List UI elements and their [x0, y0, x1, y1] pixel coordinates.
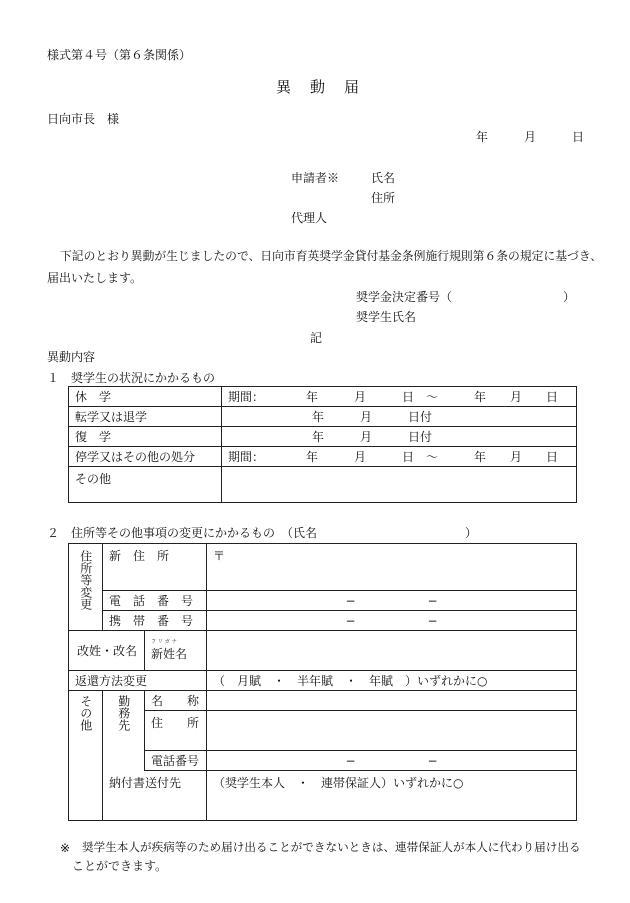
new-address-field	[207, 544, 577, 591]
new-address-label: 新 住 所	[103, 544, 207, 591]
change-content-heading: 異動内容	[47, 350, 96, 364]
table-row	[69, 631, 577, 671]
applicant-label: 申請者※	[291, 171, 340, 185]
student-name-label: 奨学生氏名	[356, 310, 417, 324]
row-value: 期間： 年 月 日 〜 年 月 日	[222, 447, 577, 467]
date-line: 年 月 日	[476, 130, 585, 144]
new-name-label: フリガナ 新姓名	[151, 638, 188, 661]
payment-slip-label: 納付書送付先	[103, 771, 207, 821]
workplace-name-label: 名 称	[145, 691, 207, 711]
row-label: 復 学	[69, 427, 222, 447]
body-text-line2: 届出いたします。	[47, 271, 143, 285]
row-value: 期間： 年 月 日 〜 年 月 日	[222, 387, 577, 407]
table-row	[69, 751, 577, 771]
row-value: 年 月 日付	[222, 407, 577, 427]
repayment-options: （ 月賦 ・ 半年賦 ・ 年賦 ）いずれかに○	[207, 671, 577, 691]
postal-mark: 〒	[213, 549, 226, 563]
workplace-address-field	[207, 711, 577, 751]
row-value	[222, 467, 577, 503]
name-label: 氏名	[371, 171, 396, 185]
section1-heading: １ 奨学生の状況にかかるもの	[47, 371, 216, 385]
table-row	[69, 427, 577, 447]
row-label: 停学又はその他の処分	[69, 447, 222, 467]
table-row	[69, 387, 577, 407]
decision-number-close: ）	[563, 290, 576, 304]
table-row	[69, 771, 577, 821]
workplace-label: 勤務先	[116, 695, 131, 731]
document-title: 異 動 届	[276, 78, 362, 96]
row-label: 休 学	[69, 387, 222, 407]
workplace-address-label: 住 所	[145, 711, 207, 751]
form-number: 様式第４号（第６条関係）	[47, 48, 192, 62]
mobile-label: 携 帯 番 号	[103, 611, 207, 631]
phone-field: − −	[207, 591, 577, 611]
section2-heading-close: ）	[465, 526, 478, 540]
other-label: その他	[78, 695, 93, 731]
address-label: 住所	[371, 191, 396, 205]
row-value: 年 月 日付	[222, 427, 577, 447]
workplace-phone-label: 電話番号	[145, 751, 207, 771]
table-row	[69, 611, 577, 631]
student-status-table	[68, 386, 577, 503]
table-row	[69, 671, 577, 691]
table-row	[69, 544, 577, 591]
row-label: 転学又は退学	[69, 407, 222, 427]
table-row	[69, 447, 577, 467]
table-row	[69, 691, 577, 711]
body-text-line1: 下記のとおり異動が生じましたので、日向市育英奨学金貸付基金条例施行規則第６条の規定に基づき、	[60, 249, 602, 263]
table-row	[69, 591, 577, 611]
repayment-change-label: 返還方法変更	[69, 671, 207, 691]
workplace-name-field	[207, 691, 577, 711]
table-row	[69, 467, 577, 503]
payment-slip-options: （奨学生本人 ・ 連帯保証人）いずれかに○	[207, 771, 577, 821]
table-row	[69, 407, 577, 427]
change-details-table	[68, 543, 577, 821]
workplace-phone-field: − −	[207, 751, 577, 771]
addressee: 日向市長 様	[47, 112, 120, 126]
furigana-label: フリガナ	[151, 638, 179, 645]
surname-change-label: 改姓・改名	[69, 631, 145, 671]
note-line2: ことができます。	[72, 859, 168, 873]
ki-mark: 記	[310, 331, 323, 345]
table-row	[69, 711, 577, 751]
agent-label: 代理人	[291, 211, 328, 225]
note-line1: 奨学生本人が疾病等のため届け出ることができないときは、連帯保証人が本人に代わり届け出る	[82, 840, 581, 854]
address-change-label: 住所等変更	[78, 550, 93, 610]
row-label: その他	[69, 467, 222, 503]
decision-number-label: 奨学金決定番号（	[356, 290, 453, 304]
section2-heading: ２ 住所等その他事項の変更にかかるもの （氏名	[47, 526, 318, 540]
new-name-field	[207, 631, 577, 671]
mobile-field: − −	[207, 611, 577, 631]
note-mark: ※	[60, 841, 71, 855]
phone-label: 電 話 番 号	[103, 591, 207, 611]
